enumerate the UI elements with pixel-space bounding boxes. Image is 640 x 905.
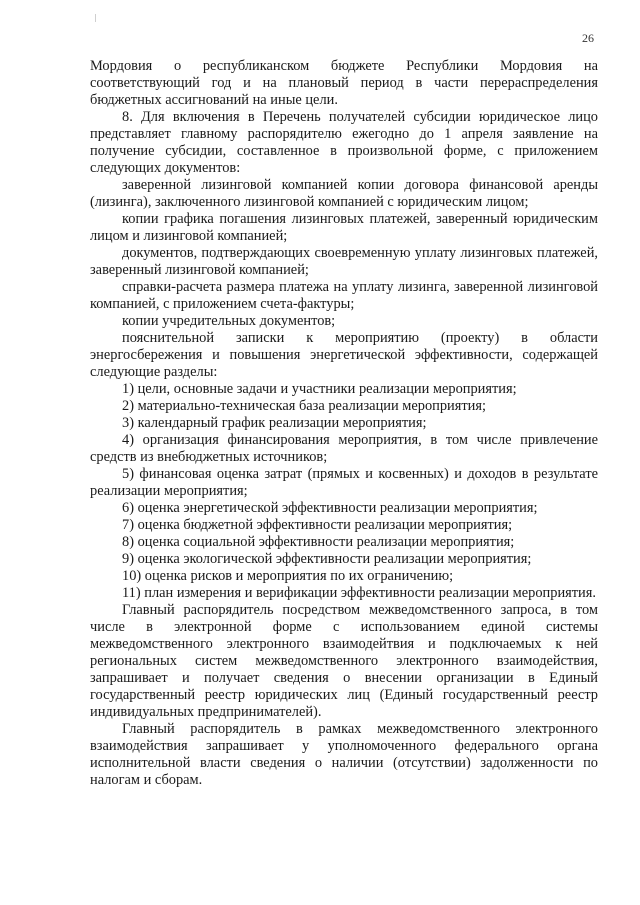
paragraph-doc-explanatory-note: пояснительной записки к мероприятию (проекту) в области энергосбережения и повышения энергетической эффективности, содержащей следующие разделы: xyxy=(90,330,598,380)
paragraph-tax-debt-request: Главный распорядитель в рамках межведомственного электронного взаимодействия запрашивает у уполномоченного федерального органа исполнительной власти сведения о наличии (отсутствии) задолженности по налогам и сборам. xyxy=(90,721,598,788)
scan-artifact xyxy=(95,14,96,22)
list-item-7: 7) оценка бюджетной эффективности реализации мероприятия; xyxy=(122,517,513,533)
list-item-9: 9) оценка экологической эффективности реализации мероприятия; xyxy=(122,551,532,567)
page-number: 26 xyxy=(582,31,594,45)
list-item-10: 10) оценка рисков и мероприятия по их ограничению; xyxy=(122,568,454,584)
list-item-1: 1) цели, основные задачи и участники реализации мероприятия; xyxy=(122,381,517,397)
list-item-6: 6) оценка энергетической эффективности реализации мероприятия; xyxy=(122,500,538,516)
paragraph-doc-payment-schedule: копии графика погашения лизинговых платежей, заверенный юридическим лицом и лизинговой компанией; xyxy=(90,211,598,244)
document-body xyxy=(90,58,598,789)
list-item-2: 2) материально-техническая база реализации мероприятия; xyxy=(122,398,486,414)
paragraph-doc-payment-calc: справки-расчета размера платежа на уплату лизинга, заверенной лизинговой компанией, с приложением счета-фактуры; xyxy=(90,279,598,312)
paragraph-item-8: 8. Для включения в Перечень получателей субсидии юридическое лицо представляет главному распорядителю ежегодно до 1 апреля заявление на получение субсидии, составленное в произвольной форме, с приложением следующих документов: xyxy=(90,109,598,176)
list-item-11: 11) план измерения и верификации эффективности реализации мероприятия. xyxy=(122,585,596,601)
paragraph-interagency-request: Главный распорядитель посредством межведомственного запроса, в том числе в электронной форме с использованием единой системы межведомственного электронного взаимодейтвия и подключаемых к ней региональных систем межведомственного электронного взаимодействия, запрашивает и получает сведения о внесении организации в Единый государственный реестр юридических лиц (Единый государственный реестр индивидуальных предпринимателей). xyxy=(90,602,598,720)
paragraph-doc-payment-proof: документов, подтверждающих своевременную уплату лизинговых платежей, заверенный лизинговой компанией; xyxy=(90,245,598,278)
list-item-5: 5) финансовая оценка затрат (прямых и косвенных) и доходов в результате реализации мероприятия; xyxy=(90,466,598,499)
paragraph-doc-lease-contract: заверенной лизинговой компанией копии договора финансовой аренды (лизинга), заключенного лизинговой компанией с юридическим лицом; xyxy=(90,177,598,210)
paragraph-continuation: Мордовия о республиканском бюджете Республики Мордовия на соответствующий год и на плановый период в части перераспределения бюджетных ассигнований на иные цели. xyxy=(90,58,598,108)
list-item-4: 4) организация финансирования мероприятия, в том числе привлечение средств из внебюджетных источников; xyxy=(90,432,598,465)
list-item-8: 8) оценка социальной эффективности реализации мероприятия; xyxy=(122,534,515,550)
paragraph-doc-charter: копии учредительных документов; xyxy=(122,313,336,329)
list-item-3: 3) календарный график реализации мероприятия; xyxy=(122,415,427,431)
